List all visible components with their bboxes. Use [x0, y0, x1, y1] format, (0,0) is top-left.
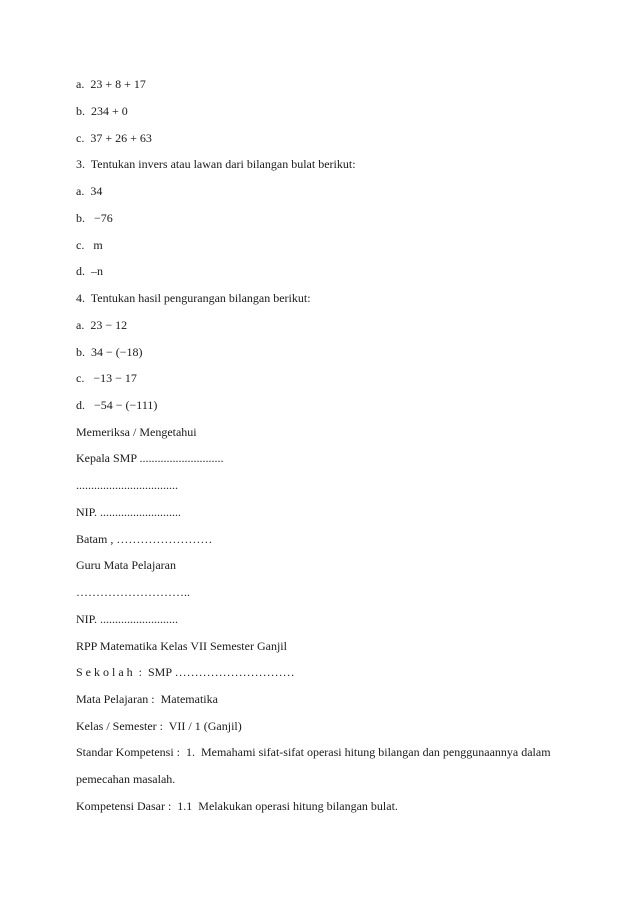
exercise-4a: a. 23 − 12 — [76, 318, 128, 332]
principal-signature-line: .................................. — [76, 478, 178, 492]
exercise-4c: c. −13 − 17 — [76, 371, 137, 385]
school-line: S e k o l a h : SMP ………………………… — [76, 665, 295, 679]
exercise-3d: d. –n — [76, 264, 103, 278]
basic-competency-line: Kompetensi Dasar : 1.1 Melakukan operasi hitung bilangan bulat. — [76, 799, 398, 813]
competency-standard-line: Standar Kompetensi : 1. Memahami sifat-sifat operasi hitung bilangan dan penggunaannya dalam — [76, 745, 551, 759]
exercise-2b: b. 234 + 0 — [76, 104, 128, 118]
question-3: 3. Tentukan invers atau lawan dari bilangan bulat berikut: — [76, 157, 356, 171]
exercise-4b: b. 34 − (−18) — [76, 345, 143, 359]
question-4: 4. Tentukan hasil pengurangan bilangan berikut: — [76, 291, 311, 305]
exercise-2a: a. 23 + 8 + 17 — [76, 77, 146, 91]
exercise-3b: b. −76 — [76, 211, 113, 225]
exercise-4d: d. −54 − (−111) — [76, 398, 158, 412]
principal-line: Kepala SMP ............................ — [76, 451, 224, 465]
exercise-3c: c. m — [76, 238, 103, 252]
rpp-title: RPP Matematika Kelas VII Semester Ganjil — [76, 639, 287, 653]
teacher-nip: NIP. .......................... — [76, 612, 179, 626]
approval-heading: Memeriksa / Mengetahui — [76, 425, 197, 439]
exercise-2c: c. 37 + 26 + 63 — [76, 131, 152, 145]
teacher-heading: Guru Mata Pelajaran — [76, 558, 176, 572]
place-date-line: Batam , …………………… — [76, 532, 213, 546]
subject-line: Mata Pelajaran : Matematika — [76, 692, 218, 706]
competency-standard-cont: pemecahan masalah. — [76, 772, 176, 786]
exercise-3a: a. 34 — [76, 184, 103, 198]
teacher-signature-line: ……………………….. — [76, 585, 190, 599]
principal-nip: NIP. ........................... — [76, 505, 182, 519]
class-semester-line: Kelas / Semester : VII / 1 (Ganjil) — [76, 719, 242, 733]
